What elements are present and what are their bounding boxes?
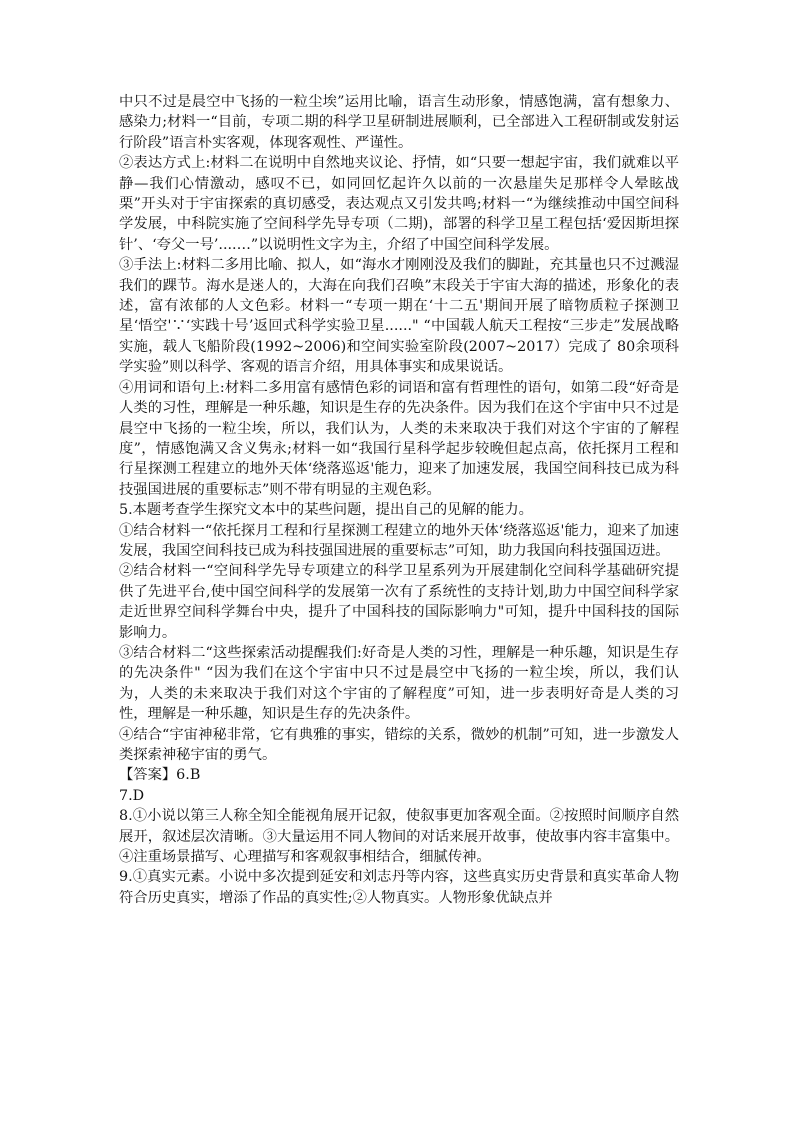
paragraph-4: ④用词和语句上:材料二多用富有感情色彩的词语和富有哲理性的语句，如第二段“好奇是人类的习性，理解是一种乐趣，知识是生存的先决条件。因为我们在这个宇宙中只不过是晨空中飞扬的一粒尘埃，所以，我们认为，人类的未来取决于我们对这个宇宙的了解程度”，情感饱满又含义隽永;材料一如“我国行星科学起步较晚但起点高，依托探月工程和行星探测工程建立的地外天体‘绕落巡返'能力，迎来了加速发展，我国空间科技已成为科技强国进展的重要标志”则不带有明显的主观色彩。 [119,379,679,498]
question-5-heading: 5.本题考查学生探究文本中的某些问题，提出自己的见解的能力。 [119,502,533,519]
answer-7: 7.D [119,787,145,804]
paragraph-7: ②结合材料一“空间科学先导专项建立的科学卫星系列为开展建制化空间科学基础研究提供了先进平台,使中国空间科学的发展第一次有了系统性的支持计划,助力中国空间科学家走近世界空间科学舞台中央，提升了中国科技的国际影响力"可知，提升中国科技的国际影响力。 [119,563,679,641]
paragraph-1: 中只不过是晨空中飞扬的一粒尘埃”运用比喻，语言生动形象，情感饱满，富有想象力、感染力;材料一“目前，专项二期的科学卫星研制进展顺利，已全部进入工程研制或发射运行阶段”语言朴实客观，体现客观性、严谨性。 [119,94,679,151]
document-page [119,92,679,908]
paragraph-9: ④结合“宇宙神秘非常，它有典雅的事实，错综的关系，微妙的机制”可知，进一步激发人类探索神秘宇宙的勇气。 [119,726,679,763]
paragraph-8: ③结合材料二“这些探索活动提醒我们:好奇是人类的习性，理解是一种乐趣，知识是生存的先决条件" “因为我们在这个宇宙中只不过是晨空中飞扬的一粒尘埃，所以，我们认为，人类的未来取决于我们对这个宇宙的了解程度”可知，进一步表明好奇是人类的习性，理解是一种乐趣，知识是生存的先决条件。 [119,644,679,723]
paragraph-3: ③手法上:材料二多用比喻、拟人，如“海水才刚刚没及我们的脚趾，充其量也只不过溅湿我们的踝节。海水是迷人的，大海在向我们召唤”末段关于宇宙大海的描述，形象化的表述，富有浓郁的人文色彩。材料一“专项一期在‘十二五'期间开展了暗物质粒子探测卫星‘悟空'∵‘实践十号’返回式科学实验卫星......" “中国载人航天工程按“三步走”发展战略实施，载人飞船阶段(1992~2006)和空间实验室阶段(2007~2017）完成了 80余项科学实验”则以科学、客观的语言介绍，用具体事实和成果说话。 [119,257,679,376]
answer-label: 【答案】6.B [119,767,201,784]
paragraph-2: ②表达方式上:材料二在说明中自然地夹议论、抒情，如“只要一想起宇宙，我们就难以平静—我们心情激动，感叹不已，如同回忆起许久以前的一次悬崖失足那样令人晕眩战栗”开头对于宇宙探索的真切感受，表达观点又引发共鸣;材料一“为继续推动中国空间科学发展，中科院实施了空间科学先导专项（二期)，部署的科学卫星工程包括‘爱因斯坦探针’、‘夸父一号’....…”以说明性文字为主，介绍了中国空间科学发展。 [119,155,679,253]
answer-8: 8.①小说以第三人称全知全能视角展开记叙，使叙事更加客观全面。②按照时间顺序自然展开，叙述层次清晰。③大量运用不同人物间的对话来展开故事，使故事内容丰富集中。④注重场景描写、心理描写和客观叙事相结合，细腻传神。 [119,808,679,866]
paragraph-6: ①结合材料一“依托探月工程和行星探测工程建立的地外天体‘绕落巡返'能力，迎来了加速发展，我国空间科技已成为科技强国进展的重要标志”可知，助力我国向科技强国迈进。 [119,522,679,559]
answer-9: 9.①真实元素。小说中多次提到延安和刘志丹等内容，这些真实历史背景和真实革命人物符合历史真实，增添了作品的真实性;②人物真实。人物形象优缺点并 [119,869,679,906]
